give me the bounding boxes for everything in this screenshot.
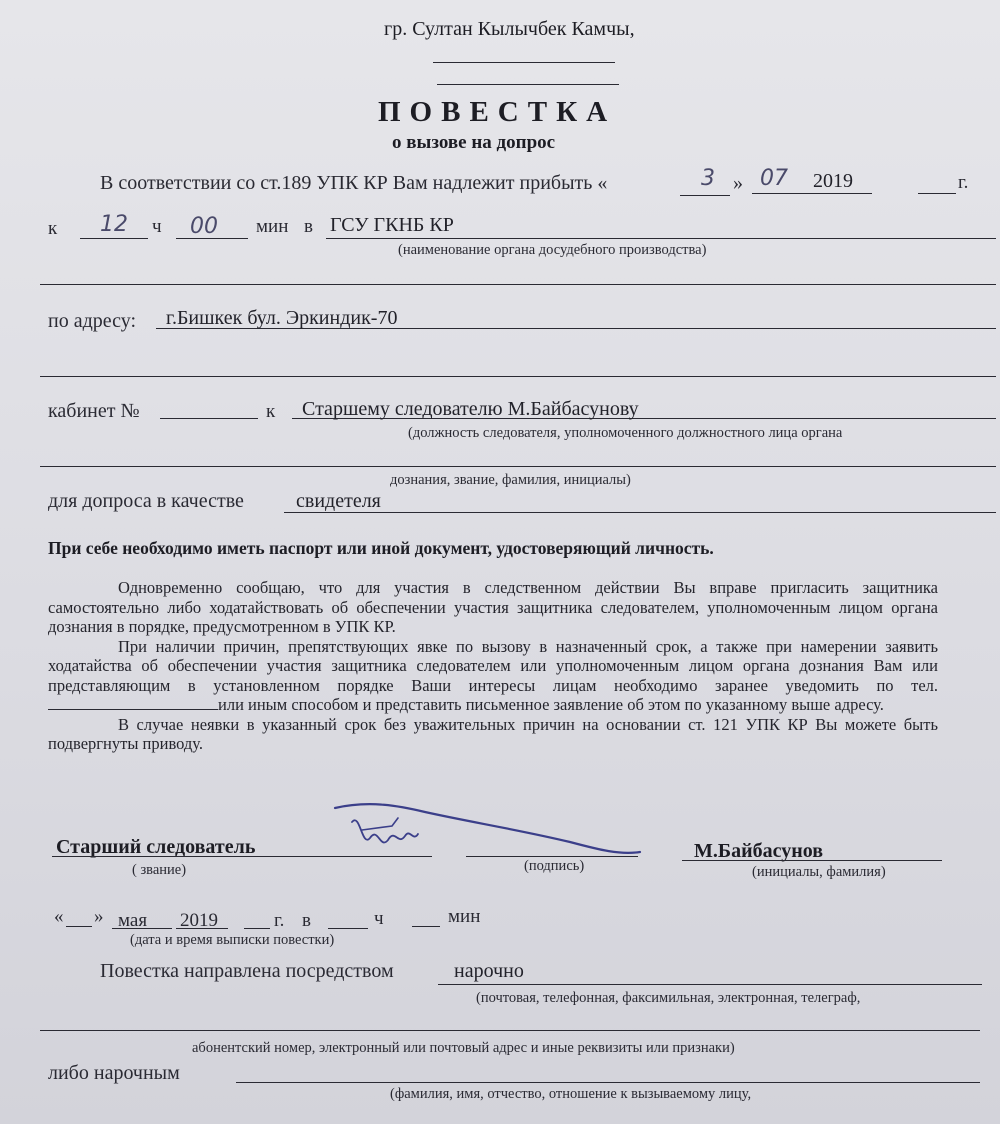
investigator-value: Старшему следователю М.Байбасунову xyxy=(302,398,639,420)
issue-v: в xyxy=(302,910,311,931)
to-label: к xyxy=(266,401,276,422)
cabinet-label: кабинет № xyxy=(48,400,140,422)
issue-open-quote: « xyxy=(54,906,64,927)
document-title: ПОВЕСТКА xyxy=(378,96,617,128)
recipient-underline-2 xyxy=(437,84,619,85)
day-close-quote: » xyxy=(733,172,743,194)
paragraph-defender: Одновременно сообщаю, что для участия в следственном действии Вы вправе пригласить защитника самостоятельно либо ходатайствовать об обеспечении участия защитника следователем, уполномоченным лицом органа дознания в порядке, предусмотренном в УПК КР. xyxy=(48,578,938,636)
signature-stroke-1 xyxy=(335,804,640,853)
summons-day: 3 xyxy=(701,166,715,191)
authority-caption: (наименование органа досудебного производства) xyxy=(398,242,707,258)
hour-label: ч xyxy=(152,216,162,237)
paragraph-notify-part2: или иным способом и представить письменное заявление об этом по указанному выше адресу. xyxy=(218,695,884,714)
minutes-label: мин xyxy=(256,216,289,237)
issue-caption: (дата и время выписки повестки) xyxy=(130,932,335,948)
blank-line-1 xyxy=(40,284,996,285)
year-suffix-underline xyxy=(918,193,956,194)
issue-min-underline xyxy=(412,926,440,927)
paragraph-notify-part1: При наличии причин, препятствующих явке по вызову в назначенный срок, а также при намерении заявить ходатайства об обеспечении участия защитника следователем или уполномоченным лицом органа дознания Вам или представляющим в установленном порядке Ваши интересы лицам необходимо заранее уведомить по тел. xyxy=(48,636,938,695)
month-year-underline xyxy=(752,193,872,194)
recipient-line xyxy=(384,18,635,41)
delivery-caption-3: (фамилия, имя, отчество, отношение к вызываемому лицу, xyxy=(390,1086,752,1102)
delivery-caption-2: абонентский номер, электронный или почтовый адрес и иные реквизиты или признаки) xyxy=(192,1040,735,1056)
issue-year-underline xyxy=(176,928,228,929)
cabinet-underline xyxy=(160,418,258,419)
issue-h: ч xyxy=(374,908,384,929)
by-hand-label: либо нарочным xyxy=(48,1062,180,1084)
summons-year: 2019 xyxy=(813,170,853,192)
in-label: в xyxy=(304,216,313,237)
blank-line-3 xyxy=(40,466,996,467)
rank-value: Старший следователь xyxy=(56,836,256,858)
address-value: г.Бишкек бул. Эркиндик-70 xyxy=(166,307,398,329)
delivery-underline xyxy=(438,984,982,985)
summons-text: В соответствии со ст.189 УПК КР Вам надлежит прибыть « xyxy=(100,172,608,194)
signature-underline xyxy=(466,856,638,857)
name-underline xyxy=(682,860,942,861)
by-hand-underline xyxy=(236,1082,980,1083)
time-prefix: к xyxy=(48,218,58,239)
issue-hour-underline xyxy=(328,928,368,929)
blank-line-4 xyxy=(40,1030,980,1031)
year-suffix: г. xyxy=(958,172,969,193)
issue-min: мин xyxy=(448,906,481,927)
investigator-name: М.Байбасунов xyxy=(694,840,824,862)
day-underline xyxy=(680,195,730,196)
recipient-name: Султан Кылычбек Камчы, xyxy=(412,18,635,40)
issue-year: 2019 xyxy=(180,910,218,931)
capacity-underline xyxy=(284,512,996,513)
issue-month: мая xyxy=(118,910,148,931)
recipient-prefix: гр. xyxy=(384,18,408,40)
address-label: по адресу: xyxy=(48,310,137,332)
summons-month: 07 xyxy=(760,166,788,191)
rank-underline xyxy=(52,856,432,857)
summons-minutes: 00 xyxy=(190,214,218,239)
delivery-caption-1: (почтовая, телефонная, факсимильная, электронная, телеграф, xyxy=(476,990,861,1006)
phone-blank xyxy=(48,695,218,710)
paragraph-notify xyxy=(48,637,938,715)
delivery-value: нарочно xyxy=(454,960,524,982)
delivery-label: Повестка направлена посредством xyxy=(100,960,394,982)
authority-name: ГСУ ГКНБ КР xyxy=(330,214,454,236)
issue-month-underline xyxy=(112,928,172,929)
recipient-underline-1 xyxy=(433,62,615,63)
rights-paragraphs xyxy=(48,578,938,754)
hour-underline xyxy=(80,238,148,239)
capacity-value: свидетеля xyxy=(296,490,381,512)
signature-stroke-2 xyxy=(352,820,418,842)
paragraph-nonappearance: В случае неявки в указанный срок без уважительных причин на основании ст. 121 УПК КР Вы можете быть подвергнуты приводу. xyxy=(48,714,938,753)
name-caption: (инициалы, фамилия) xyxy=(752,864,886,880)
issue-close-quote: » xyxy=(94,906,104,927)
authority-underline xyxy=(326,238,996,239)
document-subtitle: о вызове на допрос xyxy=(392,132,556,153)
capacity-label: для допроса в качестве xyxy=(48,490,244,512)
issue-g: г. xyxy=(274,910,285,931)
rank-caption: ( звание) xyxy=(132,862,187,878)
signature-stroke-3 xyxy=(362,818,398,830)
issue-day-underline xyxy=(66,926,92,927)
blank-line-2 xyxy=(40,376,996,377)
passport-notice: При себе необходимо иметь паспорт или иной документ, удостоверяющий личность. xyxy=(48,538,714,558)
investigator-caption-1: (должность следователя, уполномоченного должностного лица органа xyxy=(408,425,843,441)
summons-hour: 12 xyxy=(100,212,128,237)
issue-g-underline xyxy=(244,928,270,929)
signature-caption: (подпись) xyxy=(524,858,585,874)
investigator-caption-2: дознания, звание, фамилия, инициалы) xyxy=(390,472,631,488)
